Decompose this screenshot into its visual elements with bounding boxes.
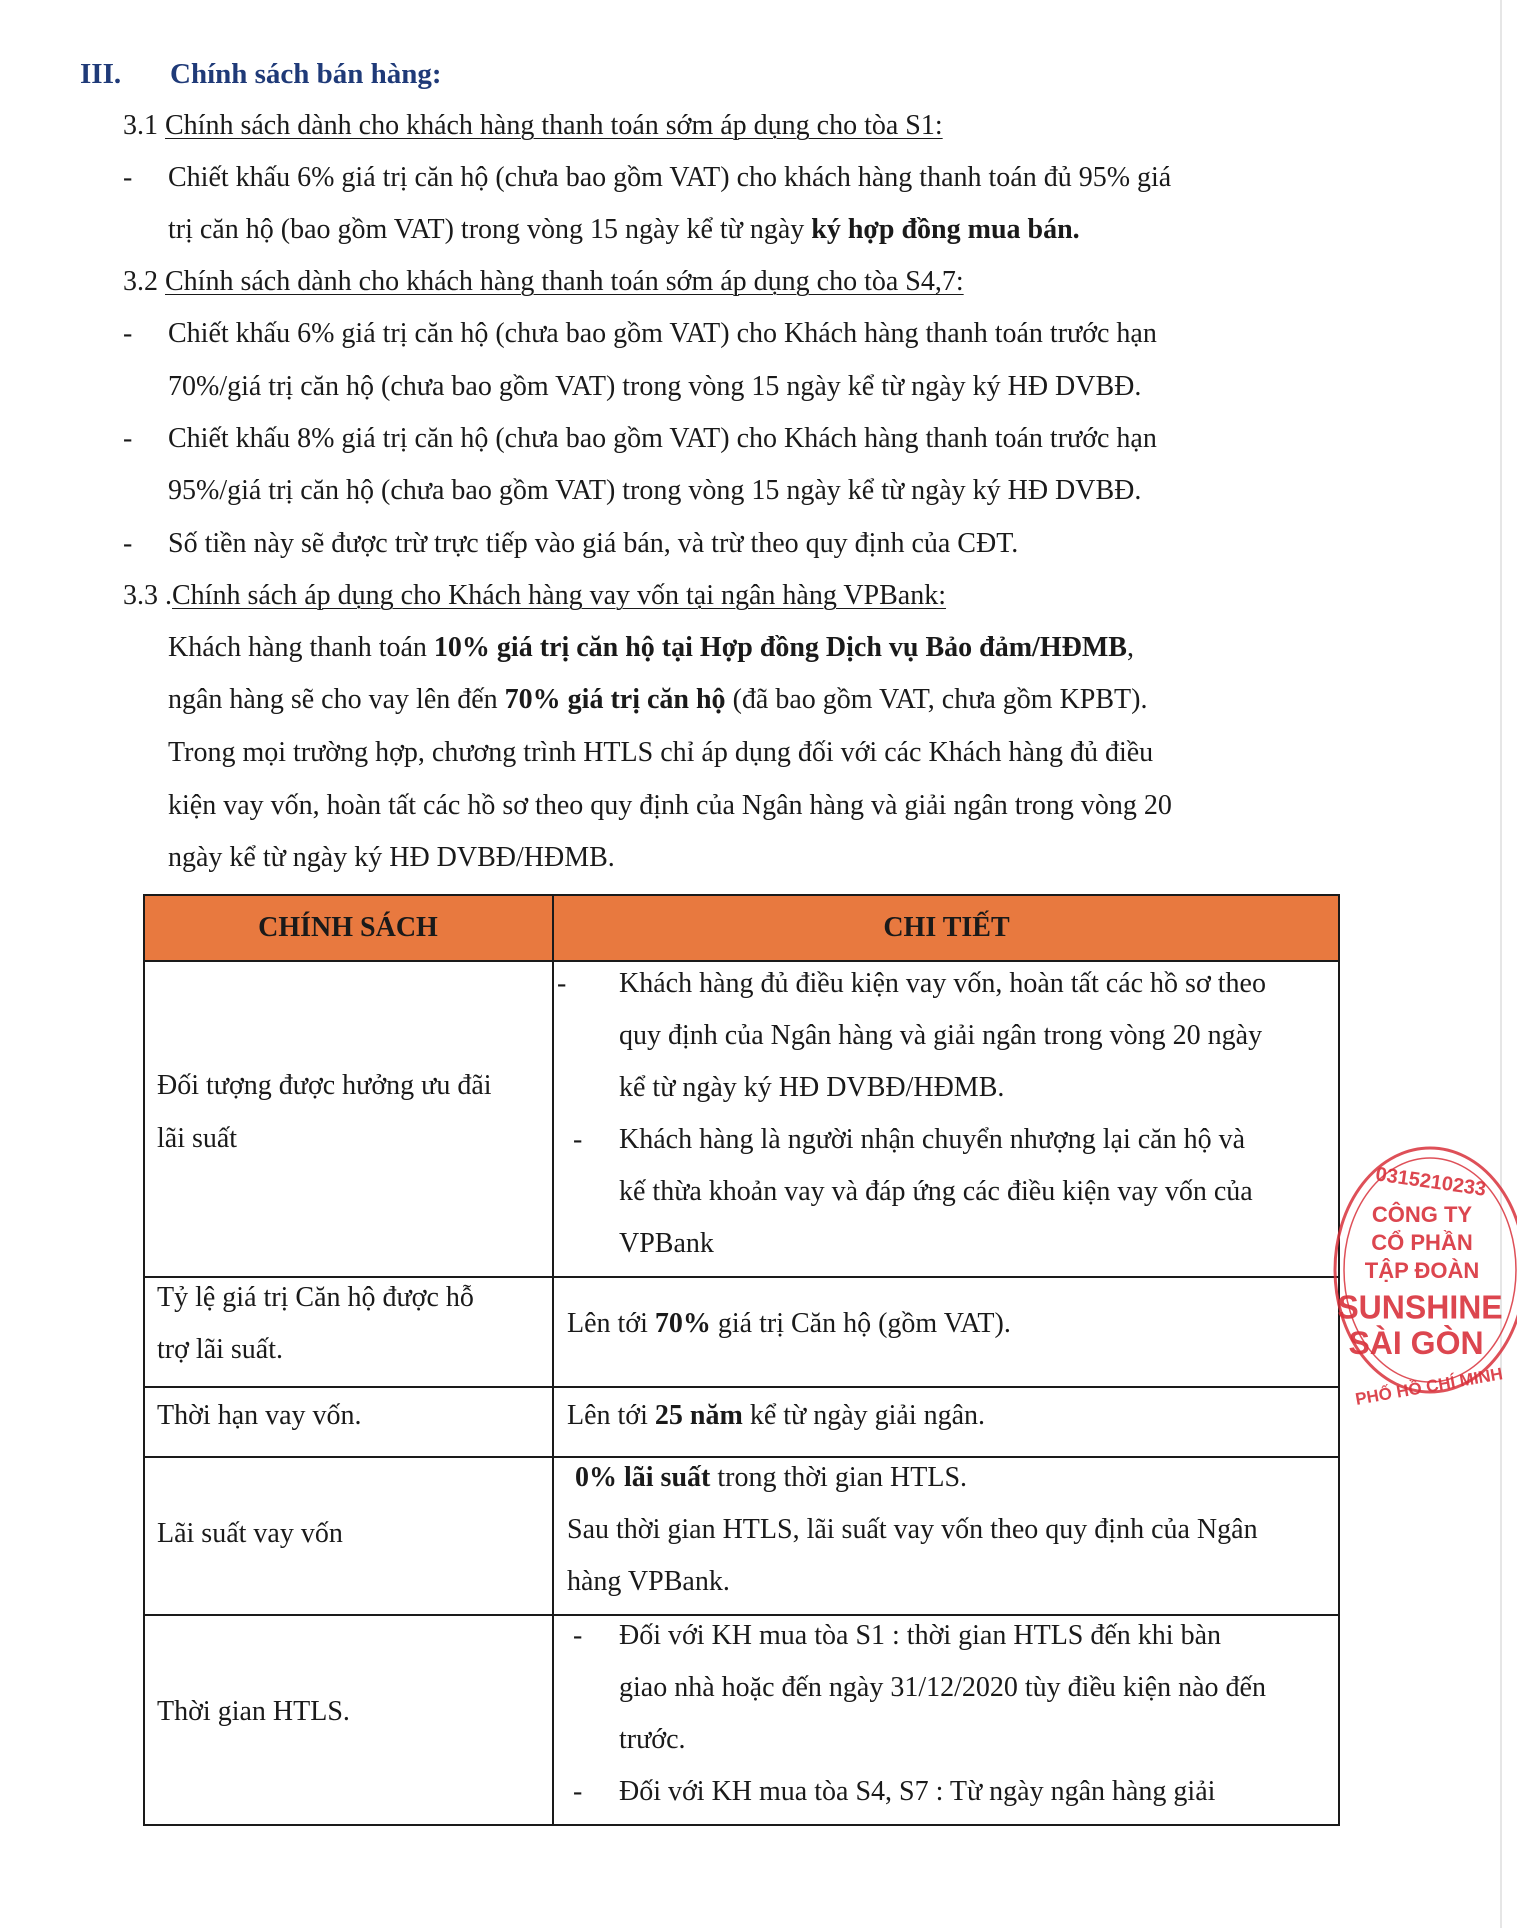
row2-detail [567, 1306, 1011, 1342]
row1-detail1-line2: quy định của Ngân hàng và giải ngân trong vòng 20 ngày [619, 1020, 1263, 1051]
row4-policy: Lãi suất vay vốn [157, 1518, 343, 1549]
column-divider [552, 894, 554, 1826]
bullet-dash: - [123, 318, 133, 349]
row3-policy: Thời hạn vay vốn. [157, 1400, 362, 1431]
row1-detail1-line3: kể từ ngày ký HĐ DVBĐ/HĐMB. [619, 1072, 1005, 1103]
bullet-dash: - [573, 1124, 583, 1155]
row5-detail1-line1: Đối với KH mua tòa S1 : thời gian HTLS đến khi bàn [619, 1620, 1221, 1651]
section-title: Chính sách bán hàng: [170, 58, 442, 90]
s33-p2-line3: ngày kể từ ngày ký HĐ DVBĐ/HĐMB. [168, 842, 615, 873]
s33-p1-line1 [168, 630, 1134, 666]
row1-policy-line2: lãi suất [157, 1123, 238, 1154]
bullet-dash: - [573, 1776, 583, 1807]
row1-detail2-line1: Khách hàng là người nhận chuyển nhượng lại căn hộ và [619, 1124, 1246, 1155]
row-divider [143, 1276, 1340, 1278]
text-run: trong thời gian HTLS. [710, 1462, 968, 1493]
row1-detail1-line1: Khách hàng đủ điều kiện vay vốn, hoàn tất các hồ sơ theo [619, 968, 1266, 999]
subsection-number: 3.3 . [123, 580, 172, 611]
stamp-line2: CỔ PHẦN [1371, 1230, 1473, 1255]
row2-policy-line1: Tỷ lệ giá trị Căn hộ được hỗ [157, 1282, 474, 1313]
row1-policy-line1: Đối tượng được hưởng ưu đãi [157, 1070, 492, 1101]
s32-bullet2-line1: Chiết khấu 8% giá trị căn hộ (chưa bao gồm VAT) cho Khách hàng thanh toán trước hạn [168, 423, 1157, 454]
row5-detail1-line3: trước. [619, 1724, 686, 1755]
bold-run: 70% giá trị căn hộ [504, 684, 726, 715]
page-edge [1500, 0, 1502, 1928]
text-run: trị căn hộ (bao gồm VAT) trong vòng 15 ngày kể từ ngày [168, 214, 812, 245]
text-run: Lên tới [567, 1400, 655, 1431]
text-run: Lên tới [567, 1308, 655, 1339]
subsection-number: 3.1 [123, 110, 158, 141]
bullet-dash: - [573, 1620, 583, 1651]
subsection-title-text: Chính sách dành cho khách hàng thanh toán sớm áp dụng cho tòa S1: [165, 110, 943, 141]
row5-policy: Thời gian HTLS. [157, 1696, 350, 1727]
stamp-line5: SÀI GÒN [1348, 1325, 1484, 1361]
row4-detail-line3: hàng VPBank. [567, 1566, 730, 1597]
row4-detail-line2: Sau thời gian HTLS, lãi suất vay vốn theo quy định của Ngân [567, 1514, 1258, 1545]
bullet-dash: - [123, 528, 133, 559]
text-run: (đã bao gồm VAT, chưa gồm KPBT). [725, 684, 1148, 715]
section-number: III. [80, 58, 122, 90]
company-stamp-seal [1330, 1140, 1517, 1410]
row4-detail-line1 [575, 1460, 967, 1496]
bold-run: 25 năm [654, 1400, 743, 1431]
s32-bullet1-line2: 70%/giá trị căn hộ (chưa bao gồm VAT) trong vòng 15 ngày kể từ ngày ký HĐ DVBĐ. [168, 371, 1142, 402]
s33-p2-line2: kiện vay vốn, hoàn tất các hồ sơ theo quy định của Ngân hàng và giải ngân trong vòng 20 [168, 790, 1172, 821]
text-run: , [1126, 632, 1134, 663]
subsection-3-1-title [123, 108, 943, 144]
row3-detail [567, 1398, 985, 1434]
bold-run: 0% lãi suất [575, 1462, 711, 1493]
s31-bullet1-line2 [168, 212, 1080, 248]
row1-detail2-line3: VPBank [619, 1228, 714, 1259]
bullet-dash: - [123, 162, 133, 193]
stamp-line1: CÔNG TY [1371, 1202, 1473, 1227]
s33-p2-line1: Trong mọi trường hợp, chương trình HTLS chỉ áp dụng đối với các Khách hàng đủ điều [168, 737, 1154, 768]
row5-detail2-line1: Đối với KH mua tòa S4, S7 : Từ ngày ngân hàng giải [619, 1776, 1216, 1807]
bold-run: 10% giá trị căn hộ tại Hợp đồng Dịch vụ Bảo đảm/HĐMB [433, 632, 1127, 663]
header-policy: CHÍNH SÁCH [258, 912, 438, 943]
row2-policy-line2: trợ lãi suất. [157, 1334, 283, 1365]
bold-run: ký hợp đồng mua bán. [811, 214, 1080, 245]
text-run: giá trị Căn hộ (gồm VAT). [710, 1308, 1011, 1339]
policy-table [143, 894, 1340, 1826]
bullet-dash: - [123, 423, 133, 454]
row1-detail2-line2: kế thừa khoản vay và đáp ứng các điều kiện vay vốn của [619, 1176, 1253, 1207]
text-run: kể từ ngày giải ngân. [742, 1400, 986, 1431]
subsection-3-3-title [123, 578, 946, 614]
text-run: ngân hàng sẽ cho vay lên đến [168, 684, 505, 715]
s32-bullet2-line2: 95%/giá trị căn hộ (chưa bao gồm VAT) trong vòng 15 ngày kể từ ngày ký HĐ DVBĐ. [168, 475, 1142, 506]
row-divider [143, 1456, 1340, 1458]
subsection-3-2-title [123, 264, 964, 300]
s31-bullet1-line1: Chiết khấu 6% giá trị căn hộ (chưa bao gồm VAT) cho khách hàng thanh toán đủ 95% giá [168, 162, 1172, 193]
stamp-line4: SUNSHINE [1337, 1287, 1503, 1326]
row-divider [143, 1386, 1340, 1388]
subsection-title-text: Chính sách áp dụng cho Khách hàng vay vốn tại ngân hàng VPBank: [172, 580, 947, 611]
s32-bullet1-line1: Chiết khấu 6% giá trị căn hộ (chưa bao gồm VAT) cho Khách hàng thanh toán trước hạn [168, 318, 1157, 349]
text-run: Khách hàng thanh toán [168, 632, 434, 663]
subsection-number: 3.2 [123, 266, 158, 297]
stamp-line3: TẬP ĐOÀN [1364, 1258, 1480, 1283]
bold-run: 70% [654, 1308, 711, 1339]
header-detail: CHI TIẾT [883, 912, 1010, 943]
row-divider [143, 1614, 1340, 1616]
s32-bullet3-line1: Số tiền này sẽ được trừ trực tiếp vào giá bán, và trừ theo quy định của CĐT. [168, 528, 1019, 559]
s33-p1-line2 [168, 682, 1147, 718]
bullet-dash: - [557, 968, 567, 999]
row5-detail1-line2: giao nhà hoặc đến ngày 31/12/2020 tùy điều kiện nào đến [619, 1672, 1266, 1703]
stamp-code: 0315210233 [1374, 1163, 1488, 1201]
subsection-title-text: Chính sách dành cho khách hàng thanh toán sớm áp dụng cho tòa S4,7: [165, 266, 964, 297]
stamp-bottom: PHỐ HỒ CHÍ MINH [1353, 1364, 1505, 1409]
